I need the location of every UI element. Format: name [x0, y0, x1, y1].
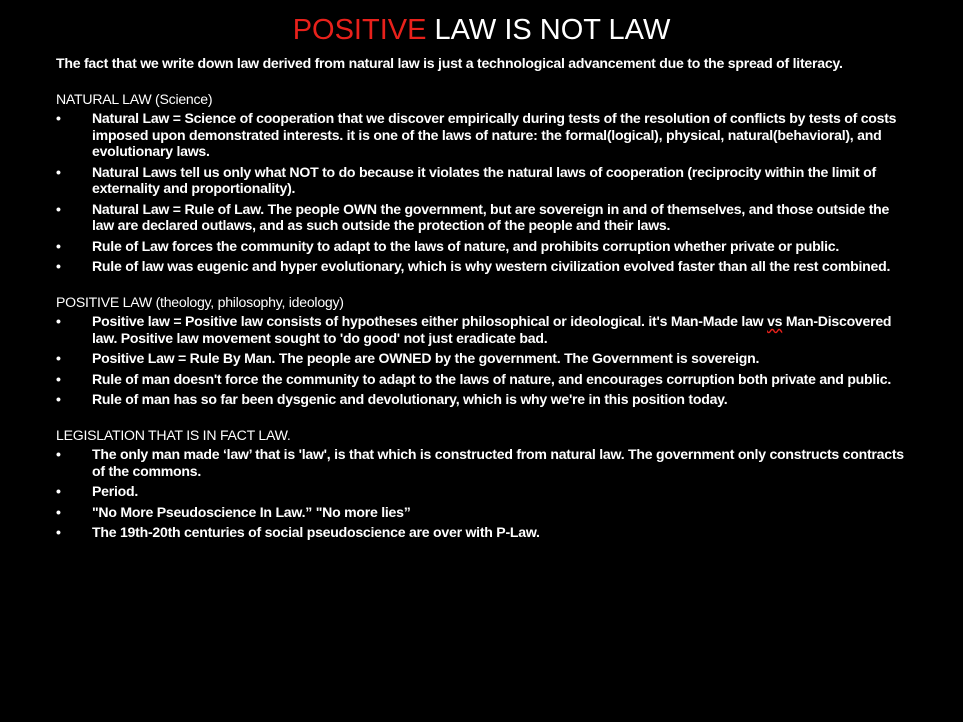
bullet-item	[56, 350, 906, 367]
bullet-text-after: Man-Discovered law. Positive law movement sought to 'do good' not just eradicate bad.	[92, 313, 892, 346]
intro-paragraph: The fact that we write down law derived from natural law is just a technological advancement due to the spread of literacy.	[56, 55, 843, 71]
bullet-dot: •	[56, 237, 61, 254]
bullet-text: Rule of man doesn't force the community to adapt to the laws of nature, and encourages corruption both private and public.	[92, 370, 891, 387]
bullet-text: Rule of law was eugenic and hyper evolutionary, which is why western civilization evolved faster than all the rest combined.	[92, 258, 891, 274]
section-positive-law	[56, 294, 906, 408]
section-heading: LEGISLATION THAT IS IN FACT LAW.	[56, 426, 291, 443]
bullet-text: "No More Pseudoscience In Law.” "No more lies”	[92, 503, 411, 520]
bullet-dot: •	[56, 370, 61, 387]
bullet-text	[92, 313, 891, 346]
bullet-text: Rule of man has so far been dysgenic and devolutionary, which is why we're in this position today.	[92, 391, 728, 407]
title-white-part: LAW IS NOT LAW	[434, 14, 671, 46]
title-red-part: POSITIVE	[292, 14, 427, 46]
bullet-item	[56, 258, 906, 275]
bullet-item	[56, 201, 906, 234]
bullet-dot: •	[56, 258, 61, 274]
bullet-dot: •	[56, 446, 61, 462]
section-natural-law	[56, 91, 906, 275]
bullet-text: Natural Law = Rule of Law. The people OWN the government, but are sovereign in and of themselves, and those outside the law are declared outlaws, and as such outside the protection of the people and their laws.	[92, 200, 890, 233]
bullet-text-before: Positive law = Positive law consists of hypotheses either philosophical or ideological. it's Man-Made law	[92, 313, 768, 329]
bullet-dot: •	[56, 163, 61, 180]
spellcheck-flagged-word: vs	[767, 313, 783, 329]
bullet-dot: •	[56, 503, 61, 520]
bullet-item	[56, 238, 906, 255]
bullet-dot: •	[56, 483, 61, 499]
bullet-dot: •	[56, 313, 61, 329]
bullet-item	[56, 483, 906, 500]
section-heading: NATURAL LAW (Science)	[56, 90, 213, 107]
bullet-list	[56, 446, 906, 541]
bullet-list	[56, 313, 906, 408]
bullet-item	[56, 164, 906, 197]
bullet-item	[56, 110, 906, 160]
section-heading: POSITIVE LAW (theology, philosophy, ideology)	[56, 293, 344, 310]
bullet-list	[56, 110, 906, 275]
bullet-item	[56, 371, 906, 388]
bullet-text: Natural Laws tell us only what NOT to do because it violates the natural laws of cooperation (reciprocity within the limit of externality and proportionality).	[92, 163, 876, 196]
bullet-dot: •	[56, 391, 61, 407]
bullet-dot: •	[56, 200, 61, 217]
bullet-item	[56, 446, 906, 479]
bullet-text: Positive Law = Rule By Man. The people are OWNED by the government. The Government is sovereign.	[92, 350, 760, 366]
bullet-item	[56, 504, 906, 521]
slide-title	[0, 12, 963, 48]
bullet-item	[56, 313, 906, 346]
bullet-text: The only man made ‘law’ that is 'law', is that which is constructed from natural law. The government only constructs contracts of the commons.	[92, 446, 904, 479]
slide-body	[56, 55, 906, 560]
bullet-text: Period.	[92, 483, 139, 499]
bullet-text: Natural Law = Science of cooperation that we discover empirically during tests of the resolution of conflicts by tests of costs imposed upon demonstrated interests. it is one of the laws of nature: the formal(logical), physical, natural(behavioral), and evolutionary laws.	[92, 110, 897, 159]
bullet-dot: •	[56, 524, 61, 540]
bullet-item	[56, 391, 906, 408]
section-legislation	[56, 427, 906, 541]
bullet-text: Rule of Law forces the community to adapt to the laws of nature, and prohibits corruption whether private or public.	[92, 237, 840, 254]
bullet-dot: •	[56, 350, 61, 366]
bullet-text: The 19th-20th centuries of social pseudoscience are over with P-Law.	[92, 524, 540, 540]
bullet-dot: •	[56, 110, 61, 126]
bullet-item	[56, 524, 906, 541]
